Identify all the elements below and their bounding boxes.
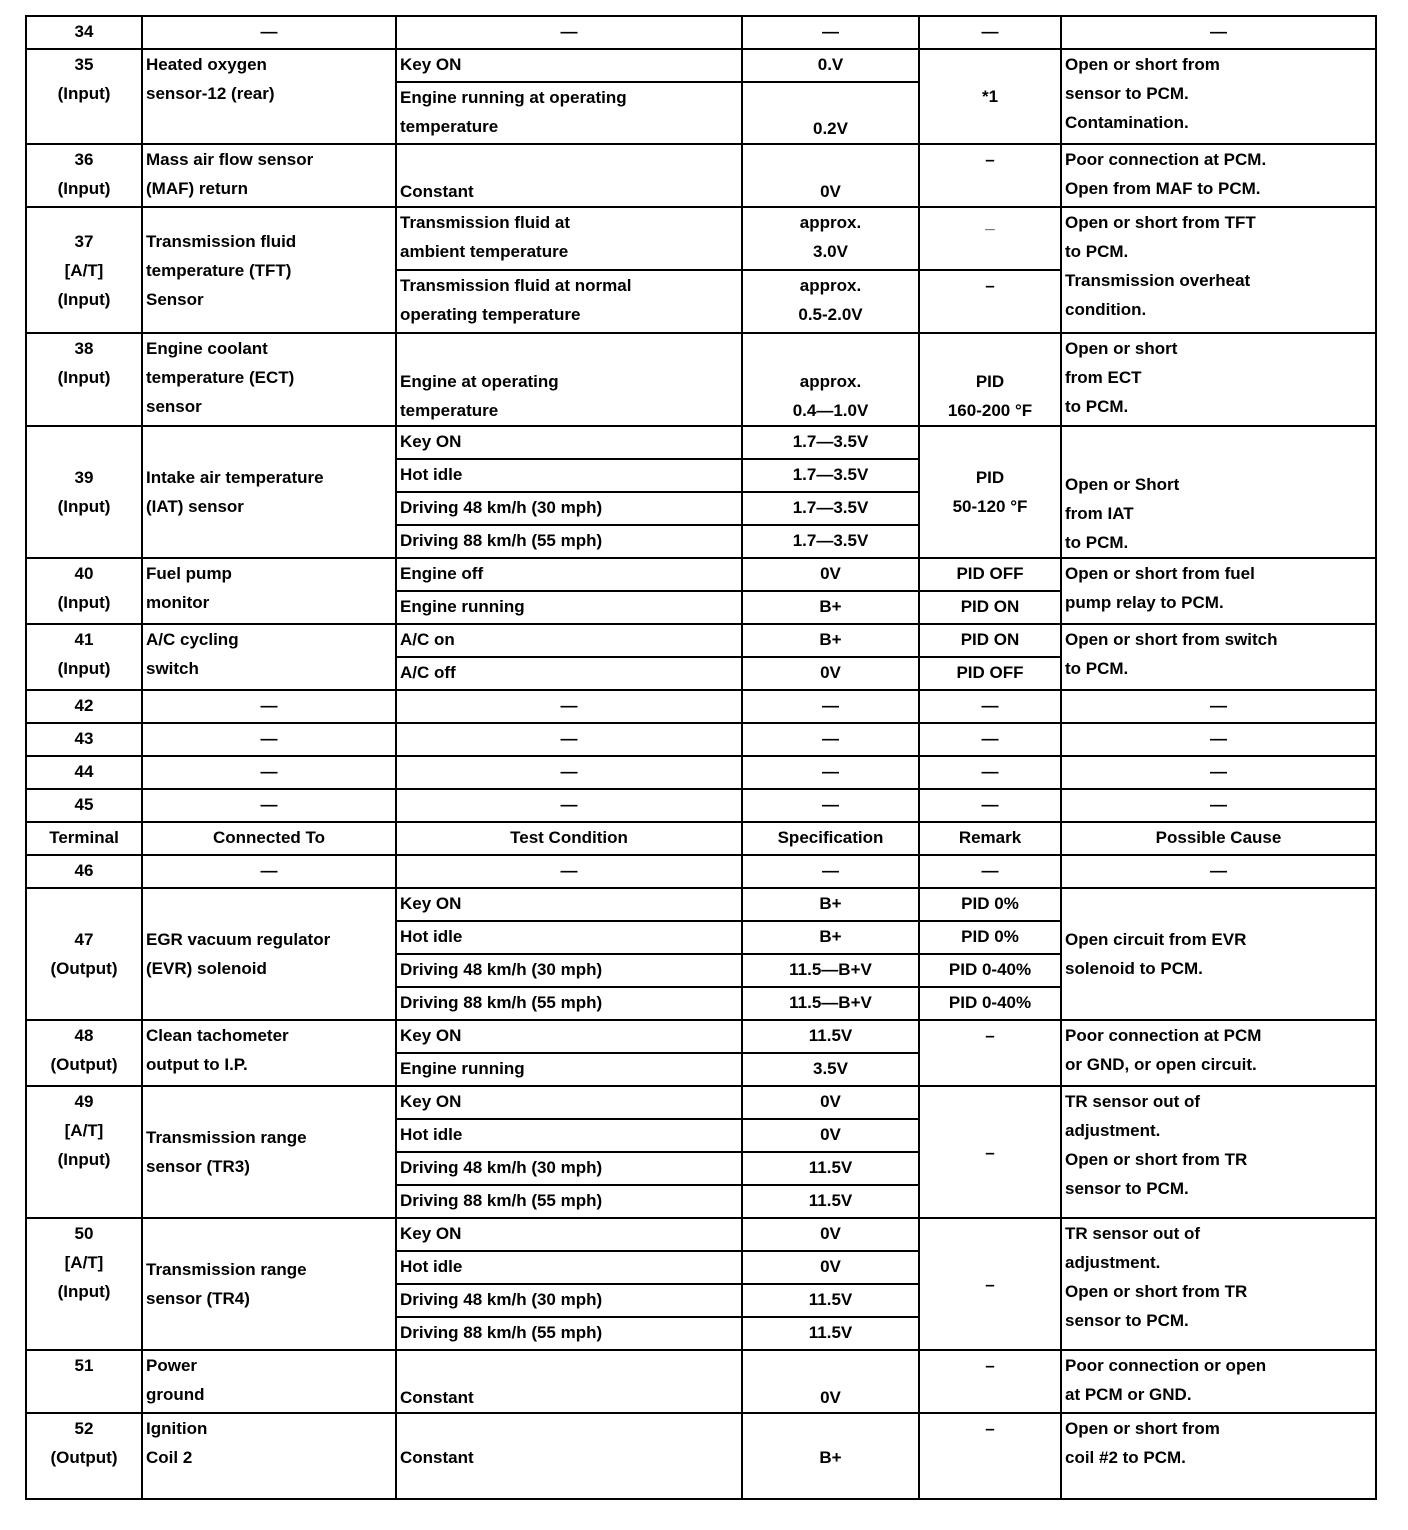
terminal-cell: 50 [A/T] (Input): [26, 1218, 142, 1350]
connected-cell: —: [142, 855, 396, 888]
condition-cell: Engine running: [396, 591, 742, 624]
table-row-42: [26, 690, 1376, 723]
terminal-cell: 52 (Output): [26, 1413, 142, 1499]
remark-cell: —: [919, 756, 1061, 789]
terminal-cell: 48 (Output): [26, 1020, 142, 1086]
spec-cell: 11.5V: [742, 1020, 919, 1053]
condition-cell: Engine at operating temperature: [396, 333, 742, 426]
table-row-35: [26, 49, 1376, 82]
condition-cell: Driving 88 km/h (55 mph): [396, 1185, 742, 1218]
condition-cell: A/C off: [396, 657, 742, 690]
condition-cell: —: [396, 690, 742, 723]
remark-cell: –: [919, 144, 1061, 207]
remark-cell: *1: [919, 49, 1061, 144]
condition-cell: Driving 88 km/h (55 mph): [396, 525, 742, 558]
spec-cell: 0V: [742, 558, 919, 591]
condition-cell: Engine running: [396, 1053, 742, 1086]
terminal-cell: 43: [26, 723, 142, 756]
remark-cell: PID 0-40%: [919, 987, 1061, 1020]
terminal-cell: 49 [A/T] (Input): [26, 1086, 142, 1218]
connected-cell: Heated oxygen sensor-12 (rear): [142, 49, 396, 144]
table-header-row: [26, 822, 1376, 855]
connected-cell: —: [142, 690, 396, 723]
header-test-condition: Test Condition: [396, 822, 742, 855]
condition-cell: Hot idle: [396, 1251, 742, 1284]
remark-cell: PID 50-120 °F: [919, 426, 1061, 558]
table-row-45: [26, 789, 1376, 822]
cause-cell: —: [1061, 723, 1376, 756]
table-row-47: [26, 888, 1376, 921]
cause-cell: Open or short from coil #2 to PCM.: [1061, 1413, 1376, 1499]
condition-cell: Driving 48 km/h (30 mph): [396, 492, 742, 525]
spec-cell: B+: [742, 921, 919, 954]
condition-cell: Driving 48 km/h (30 mph): [396, 1152, 742, 1185]
table-row-49: [26, 1086, 1376, 1119]
spec-cell: 1.7—3.5V: [742, 426, 919, 459]
table-row-50: [26, 1218, 1376, 1251]
condition-cell: Driving 88 km/h (55 mph): [396, 1317, 742, 1350]
condition-cell: Key ON: [396, 1020, 742, 1053]
remark-cell: –: [919, 1086, 1061, 1218]
connected-cell: —: [142, 16, 396, 49]
condition-cell: Driving 48 km/h (30 mph): [396, 954, 742, 987]
terminal-cell: 34: [26, 16, 142, 49]
terminal-cell: 38 (Input): [26, 333, 142, 426]
condition-cell: Key ON: [396, 49, 742, 82]
header-specification: Specification: [742, 822, 919, 855]
cause-cell: TR sensor out of adjustment. Open or short from TR sensor to PCM.: [1061, 1086, 1376, 1218]
spec-cell: B+: [742, 1413, 919, 1499]
terminal-cell: 44: [26, 756, 142, 789]
terminal-cell: 39 (Input): [26, 426, 142, 558]
table-row-38: [26, 333, 1376, 426]
condition-cell: —: [396, 723, 742, 756]
spec-cell: 1.7—3.5V: [742, 525, 919, 558]
spec-cell: B+: [742, 888, 919, 921]
condition-cell: —: [396, 756, 742, 789]
table-row-40: [26, 558, 1376, 591]
cause-cell: —: [1061, 16, 1376, 49]
remark-cell: –: [919, 1350, 1061, 1413]
spec-cell: 0V: [742, 657, 919, 690]
spec-cell: 11.5—B+V: [742, 954, 919, 987]
spec-cell: 0.2V: [742, 82, 919, 144]
cause-cell: Open or short from sensor to PCM. Contamination.: [1061, 49, 1376, 144]
condition-cell: Engine running at operating temperature: [396, 82, 742, 144]
terminal-cell: 45: [26, 789, 142, 822]
terminal-cell: 42: [26, 690, 142, 723]
condition-cell: Hot idle: [396, 921, 742, 954]
cause-cell: —: [1061, 690, 1376, 723]
remark-cell: PID 0%: [919, 921, 1061, 954]
remark-cell: PID OFF: [919, 657, 1061, 690]
remark-cell: —: [919, 855, 1061, 888]
spec-cell: B+: [742, 624, 919, 657]
remark-cell: _: [919, 207, 1061, 270]
spec-cell: 11.5V: [742, 1185, 919, 1218]
cause-cell: TR sensor out of adjustment. Open or short from TR sensor to PCM.: [1061, 1218, 1376, 1350]
table-row-51: [26, 1350, 1376, 1413]
remark-cell: PID ON: [919, 624, 1061, 657]
table-row-41: [26, 624, 1376, 657]
terminal-cell: 36 (Input): [26, 144, 142, 207]
condition-cell: Hot idle: [396, 1119, 742, 1152]
cause-cell: Open or short from switch to PCM.: [1061, 624, 1376, 690]
remark-cell: –: [919, 1218, 1061, 1350]
table-row-44: [26, 756, 1376, 789]
connected-cell: Mass air flow sensor (MAF) return: [142, 144, 396, 207]
connected-cell: —: [142, 789, 396, 822]
spec-cell: —: [742, 723, 919, 756]
remark-cell: –: [919, 1020, 1061, 1086]
spec-cell: 11.5—B+V: [742, 987, 919, 1020]
spec-cell: 0V: [742, 1119, 919, 1152]
connected-cell: Fuel pump monitor: [142, 558, 396, 624]
connected-cell: —: [142, 723, 396, 756]
condition-cell: —: [396, 789, 742, 822]
table-row-48: [26, 1020, 1376, 1053]
spec-cell: approx. 0.5-2.0V: [742, 270, 919, 333]
cause-cell: Open or short from TFT to PCM. Transmission overheat condition.: [1061, 207, 1376, 333]
spec-cell: —: [742, 690, 919, 723]
spec-cell: 0V: [742, 1251, 919, 1284]
table-row-36: [26, 144, 1376, 207]
remark-cell: –: [919, 270, 1061, 333]
connected-cell: Ignition Coil 2: [142, 1413, 396, 1499]
pcm-terminal-table: [25, 15, 1377, 1500]
terminal-cell: 47 (Output): [26, 888, 142, 1020]
spec-cell: B+: [742, 591, 919, 624]
spec-cell: 1.7—3.5V: [742, 459, 919, 492]
remark-cell: —: [919, 723, 1061, 756]
spec-cell: 3.5V: [742, 1053, 919, 1086]
condition-cell: Driving 88 km/h (55 mph): [396, 987, 742, 1020]
spec-cell: 11.5V: [742, 1152, 919, 1185]
connected-cell: Transmission range sensor (TR4): [142, 1218, 396, 1350]
remark-cell: PID ON: [919, 591, 1061, 624]
connected-cell: Power ground: [142, 1350, 396, 1413]
terminal-cell: 40 (Input): [26, 558, 142, 624]
condition-cell: A/C on: [396, 624, 742, 657]
terminal-cell: 51: [26, 1350, 142, 1413]
table-row-34: [26, 16, 1376, 49]
spec-cell: —: [742, 756, 919, 789]
spec-cell: 1.7—3.5V: [742, 492, 919, 525]
remark-cell: PID 0%: [919, 888, 1061, 921]
condition-cell: Constant: [396, 144, 742, 207]
spec-cell: 11.5V: [742, 1317, 919, 1350]
terminal-cell: 46: [26, 855, 142, 888]
header-terminal: Terminal: [26, 822, 142, 855]
spec-cell: 11.5V: [742, 1284, 919, 1317]
terminal-cell: 37 [A/T] (Input): [26, 207, 142, 333]
connected-cell: Clean tachometer output to I.P.: [142, 1020, 396, 1086]
condition-cell: Key ON: [396, 1218, 742, 1251]
connected-cell: A/C cycling switch: [142, 624, 396, 690]
terminal-cell: 41 (Input): [26, 624, 142, 690]
spec-cell: —: [742, 789, 919, 822]
connected-cell: Transmission fluid temperature (TFT) Sensor: [142, 207, 396, 333]
condition-cell: Hot idle: [396, 459, 742, 492]
remark-cell: PID 0-40%: [919, 954, 1061, 987]
table-row-46: [26, 855, 1376, 888]
remark-cell: PID 160-200 °F: [919, 333, 1061, 426]
spec-cell: —: [742, 855, 919, 888]
table-row-39: [26, 426, 1376, 459]
table-row-52: [26, 1413, 1376, 1499]
connected-cell: Transmission range sensor (TR3): [142, 1086, 396, 1218]
spec-cell: 0V: [742, 1350, 919, 1413]
spec-cell: approx. 0.4—1.0V: [742, 333, 919, 426]
condition-cell: Key ON: [396, 1086, 742, 1119]
condition-cell: Driving 48 km/h (30 mph): [396, 1284, 742, 1317]
cause-cell: Poor connection at PCM. Open from MAF to PCM.: [1061, 144, 1376, 207]
spec-cell: 0V: [742, 144, 919, 207]
connected-cell: —: [142, 756, 396, 789]
cause-cell: —: [1061, 756, 1376, 789]
connected-cell: Engine coolant temperature (ECT) sensor: [142, 333, 396, 426]
spec-cell: 0V: [742, 1086, 919, 1119]
spec-cell: approx. 3.0V: [742, 207, 919, 270]
header-possible-cause: Possible Cause: [1061, 822, 1376, 855]
table-row-37: [26, 207, 1376, 270]
cause-cell: —: [1061, 855, 1376, 888]
cause-cell: —: [1061, 789, 1376, 822]
remark-cell: —: [919, 16, 1061, 49]
spec-cell: 0V: [742, 1218, 919, 1251]
table-row-43: [26, 723, 1376, 756]
header-connected-to: Connected To: [142, 822, 396, 855]
condition-cell: Constant: [396, 1413, 742, 1499]
condition-cell: —: [396, 16, 742, 49]
condition-cell: Transmission fluid at normal operating temperature: [396, 270, 742, 333]
spec-cell: 0.V: [742, 49, 919, 82]
condition-cell: Transmission fluid at ambient temperature: [396, 207, 742, 270]
connected-cell: EGR vacuum regulator (EVR) solenoid: [142, 888, 396, 1020]
connected-cell: Intake air temperature (IAT) sensor: [142, 426, 396, 558]
remark-cell: —: [919, 690, 1061, 723]
terminal-cell: 35 (Input): [26, 49, 142, 144]
cause-cell: Open or short from fuel pump relay to PCM.: [1061, 558, 1376, 624]
condition-cell: —: [396, 855, 742, 888]
remark-cell: PID OFF: [919, 558, 1061, 591]
remark-cell: —: [919, 789, 1061, 822]
condition-cell: Constant: [396, 1350, 742, 1413]
condition-cell: Engine off: [396, 558, 742, 591]
cause-cell: Poor connection at PCM or GND, or open circuit.: [1061, 1020, 1376, 1086]
cause-cell: Open or Short from IAT to PCM.: [1061, 426, 1376, 558]
condition-cell: Key ON: [396, 426, 742, 459]
cause-cell: Open or short from ECT to PCM.: [1061, 333, 1376, 426]
header-remark: Remark: [919, 822, 1061, 855]
remark-cell: –: [919, 1413, 1061, 1499]
condition-cell: Key ON: [396, 888, 742, 921]
cause-cell: Open circuit from EVR solenoid to PCM.: [1061, 888, 1376, 1020]
cause-cell: Poor connection or open at PCM or GND.: [1061, 1350, 1376, 1413]
spec-cell: —: [742, 16, 919, 49]
